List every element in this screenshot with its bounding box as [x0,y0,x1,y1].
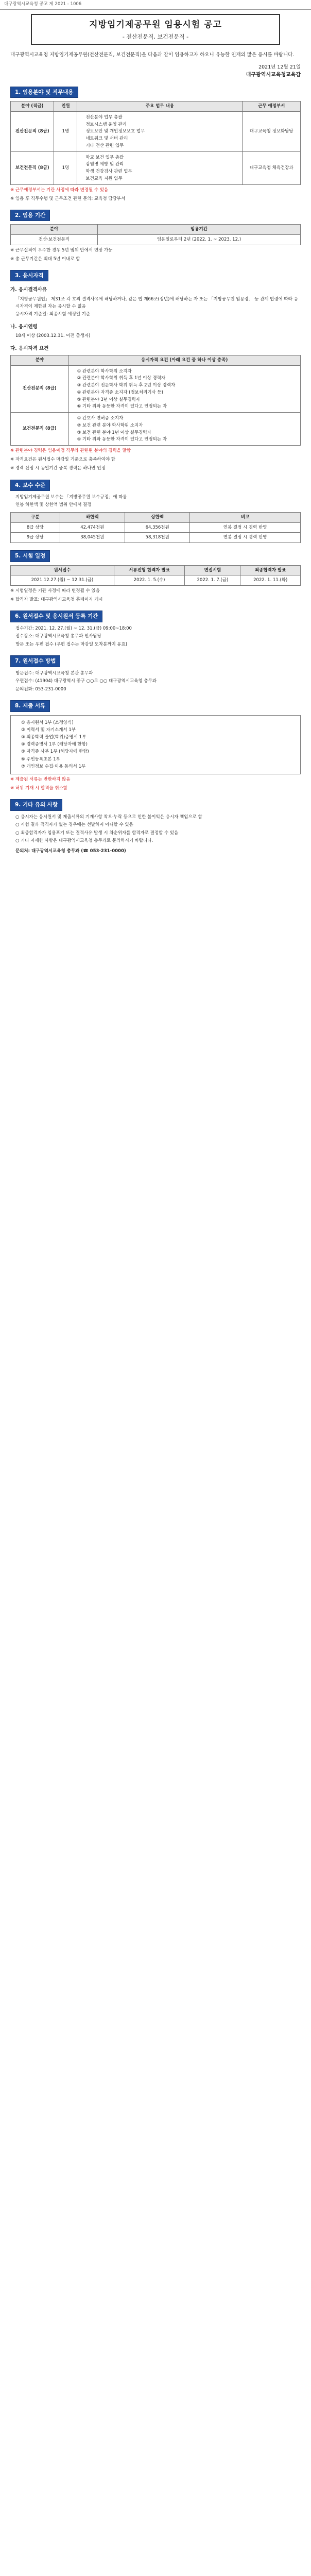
table-cell: 전산전문직 (8급) [11,111,54,151]
section-heading-9 [10,799,301,810]
subsection-title: 다. 응시자격 요건 [10,346,49,352]
section-title: 4. 보수 수준 [10,480,50,491]
table-cell: 42,474천원 [60,522,125,533]
table-cell: 58,318천원 [125,533,189,543]
list-item: ④ 기타 위와 동등한 자격이 있다고 인정되는 자 [77,437,167,443]
table-cell: 전산·보건전문직 [11,234,98,245]
paragraph: ○ 시험 결과 적격자가 없는 경우에는 선발하지 아니할 수 있음 [15,822,133,828]
positions-table [10,101,301,185]
list-item: ⑦ 개인정보 수집·이용 동의서 1부 [21,764,86,769]
list-item: 정보시스템 운영 관리 [85,122,127,127]
table-cell: 64,356천원 [125,522,189,533]
table-cell: 연봉 결정 시 경력 반영 [190,533,301,543]
note: ※ 자격요건은 원서접수 마감일 기준으로 충족하여야 함 [10,457,115,463]
table-cell: 1명 [54,111,77,151]
paragraph: ○ 최종합격자가 임용포기 또는 결격사유 발생 시 차순위자를 합격자로 결정할 수 있음 [15,830,179,836]
table-cell: 9급 상당 [11,533,60,543]
table-cell: 2022. 1. 11.(화) [240,575,301,586]
list-item: ② 보건 관련 분야 학사학위 소지자 [77,422,143,428]
salary-table-wrap [10,512,301,543]
paragraph: 우편접수: (41904) 대구광역시 중구 ○○로 ○○ 대구광역시교육청 총무과 [15,679,157,684]
note: ※ 제출된 서류는 반환하지 않음 [10,776,71,782]
col-header: 근무 예정부서 [243,101,301,112]
col-header: 원서접수 [11,565,114,575]
list-item: ⑥ 주민등록초본 1부 [21,756,60,762]
paragraph: 접수장소: 대구광역시교육청 총무과 인사담당 [15,634,101,639]
note: ※ 근무실적이 우수한 경우 5년 범위 안에서 연장 가능 [10,247,113,253]
paragraph: 지방임기제공무원 보수는 「지방공무원 보수규정」에 따름 [15,494,127,500]
page-subtitle: - 전산전문직, 보건전문직 - [122,33,189,41]
table-cell [77,151,243,184]
table-row [11,522,301,533]
schedule-table-wrap [10,565,301,586]
qualification-table [10,355,301,446]
list-item: ③ 관련분야 전문학사 학위 취득 후 2년 이상 경력자 [77,383,176,388]
table-cell: 보건전문직 (8급) [11,413,69,446]
note: ※ 근무예정부서는 기관 사정에 따라 변경될 수 있음 [10,187,109,193]
table-cell: 2022. 1. 7.(금) [185,575,240,586]
col-header: 분야 [11,225,98,235]
documents-box [10,715,301,774]
note: ※ 총 근무기간은 최대 5년 이내로 함 [10,256,80,262]
list-item: 정보보안 및 개인정보보호 업무 [85,129,145,134]
note: ※ 허위 기재 시 합격을 취소함 [10,786,67,791]
table-cell: 38,045천원 [60,533,125,543]
list-item: ① 간호사 면허증 소지자 [77,416,124,421]
section-title: 2. 임용 기간 [10,210,50,221]
paragraph: 방문 또는 우편 접수 (우편 접수는 마감일 도착분까지 유효) [15,641,128,647]
table-cell [77,111,243,151]
paragraph: 문의전화: 053-231-0000 [15,686,66,692]
intro-text: 대구광역시교육청 지방임기제공무원(전산전문직, 보건전문직)을 다음과 같이 임용하고자 하오니 유능한 인재의 많은 응시를 바랍니다. [10,52,295,58]
subsection-title: 나. 응시연령 [10,324,38,330]
positions-table-wrap [10,101,301,185]
section-title: 8. 제출 서류 [10,700,50,711]
note: ※ 관련분야 경력은 임용예정 직무와 관련된 분야의 경력을 말함 [10,448,131,454]
col-header: 최종합격자 발표 [240,565,301,575]
table-cell [68,413,300,446]
qualification-table-wrap [10,355,301,446]
list-item: ① 관련분야 학사학위 소지자 [77,368,132,374]
table-row [11,533,301,543]
list-item: ③ 보건 관련 분야 1년 이상 실무경력자 [77,430,151,435]
contact-line: 문의처: 대구광역시교육청 총무과 (☎ 053-231-0000) [15,848,126,854]
col-header: 주요 업무 내용 [77,101,243,112]
paragraph: 접수기간: 2021. 12. 27.(월) ~ 12. 31.(금) 09:00~18:00 [15,625,132,631]
table-row [11,234,301,245]
col-header: 분야 [11,355,69,365]
table-cell: 8급 상당 [11,522,60,533]
table-cell: 2022. 1. 5.(수) [114,575,185,586]
table-cell: 1명 [54,151,77,184]
table-row [11,365,301,413]
table-row [11,575,301,586]
page-title: 지방임기제공무원 임용시험 공고 [89,20,222,30]
note: ※ 시험일정은 기관 사정에 따라 변경될 수 있음 [10,588,100,594]
section-title: 5. 시험 일정 [10,550,50,562]
note: ※ 합격자 발표: 대구광역시교육청 홈페이지 게시 [10,597,103,603]
list-item: ① 응시원서 1부 (소정양식) [21,720,74,725]
section-heading-2 [10,210,301,221]
col-header: 응시자격 요건 (아래 요건 중 하나 이상 충족) [68,355,300,365]
table-cell: 대구교육청 체육건강과 [243,151,301,184]
paragraph: 18세 이상 (2003.12.31. 이전 출생자) [15,333,91,339]
col-header: 구분 [11,512,60,522]
title-box [31,14,280,45]
list-item: 전산분야 업무 총괄 [85,114,123,120]
section-title: 7. 원서접수 방법 [10,655,60,667]
table-row [11,413,301,446]
col-header: 임용기간 [97,225,300,235]
paragraph: 방문접수: 대구광역시교육청 본관 총무과 [15,670,93,676]
section-title: 6. 원서접수 및 응시원서 등록 기간 [10,611,102,622]
col-header: 분야 (직급) [11,101,54,112]
term-table [10,224,301,245]
col-header: 상한액 [125,512,189,522]
schedule-table [10,565,301,586]
section-heading-8 [10,700,301,711]
col-header: 서류전형 합격자 발표 [114,565,185,575]
list-item: ⑥ 기타 위와 동등한 자격이 있다고 인정되는 자 [77,404,167,410]
table-cell: 연봉 결정 시 경력 반영 [190,522,301,533]
list-item: 학생 건강검사 관련 업무 [85,169,132,175]
section-heading-7 [10,655,301,667]
section-heading-4 [10,480,301,491]
paragraph: ○ 응시자는 응시원서 및 제출서류의 기재사항 착오·누락 등으로 인한 불이익은 응시자 책임으로 함 [15,814,202,820]
list-item: ⑤ 관련분야 3년 이상 실무경력자 [77,397,140,402]
table-row [11,111,301,151]
list-item: ② 관련분야 학사학위 취득 후 1년 이상 경력자 [77,376,166,381]
section-heading-5 [10,550,301,562]
announcement-number: 대구광역시교육청 공고 제 2021 - 1006 [4,2,82,7]
list-item: 학교 보건 업무 총괄 [85,155,124,160]
paragraph: 연봉 하한액 및 상한액 범위 안에서 결정 [15,502,92,508]
table-row [11,151,301,184]
section-heading-1 [10,87,301,98]
term-table-wrap [10,224,301,245]
table-cell: 전산전문직 (8급) [11,365,69,413]
list-item: 기타 전산 관련 업무 [85,143,124,148]
announcement-date: 2021년 12월 21일 [258,64,301,70]
col-header: 인원 [54,101,77,112]
table-cell: 임용일로부터 2년 (2022. 1. ~ 2023. 12.) [97,234,300,245]
list-item: ③ 최종학력 졸업(학위)증명서 1부 [21,735,87,740]
document-header-line [0,0,311,10]
list-item: ④ 관련분야 자격증 소지자 (정보처리기사 등) [77,389,163,395]
col-header: 면접시험 [185,565,240,575]
table-cell: 보건전문직 (8급) [11,151,54,184]
subsection-title: 가. 응시결격사유 [10,287,47,293]
list-item: 네트워크 및 서버 관리 [85,136,128,142]
section-title: 1. 임용분야 및 직무내용 [10,87,78,98]
paragraph: ○ 기타 자세한 사항은 대구광역시교육청 총무과로 문의하시기 바랍니다. [15,838,153,844]
section-title: 9. 기타 유의 사항 [10,799,62,810]
list-item: ② 이력서 및 자기소개서 1부 [21,727,76,733]
paragraph: 「지방공무원법」 제31조 각 호의 결격사유에 해당하거나, 같은 법 제66조(정년)에 해당하는 자 또는 「지방공무원 임용령」 등 관계 법령에 따라 응시자격이 제한된 자는 응시할 수 없음 [15,296,298,309]
paragraph: 응시자격 기준일: 최종시험 예정일 기준 [15,312,91,317]
section-title: 3. 응시자격 [10,270,48,281]
table-cell [68,365,300,413]
note: ※ 경력 산정 시 동일기간 중복 경력은 하나만 인정 [10,466,106,471]
issuing-organization: 대구광역시교육청교육감 [246,72,301,78]
salary-table [10,512,301,543]
table-cell: 대구교육청 정보화담당 [243,111,301,151]
list-item: ⑤ 자격증 사본 1부 (해당자에 한함) [21,749,89,755]
list-item: ④ 경력증명서 1부 (해당자에 한함) [21,742,88,748]
section-heading-3 [10,270,301,281]
section-heading-6 [10,611,301,622]
note: ※ 임용 후 직무수행 및 근무조건 관련 문의: 교육청 담당부서 [10,196,126,201]
table-cell: 2021.12.27.(월) ~ 12.31.(금) [11,575,114,586]
col-header: 비고 [190,512,301,522]
list-item: 감염병 예방 및 관리 [85,162,124,167]
list-item: 보건교육 지원 업무 [85,176,123,181]
col-header: 하한액 [60,512,125,522]
